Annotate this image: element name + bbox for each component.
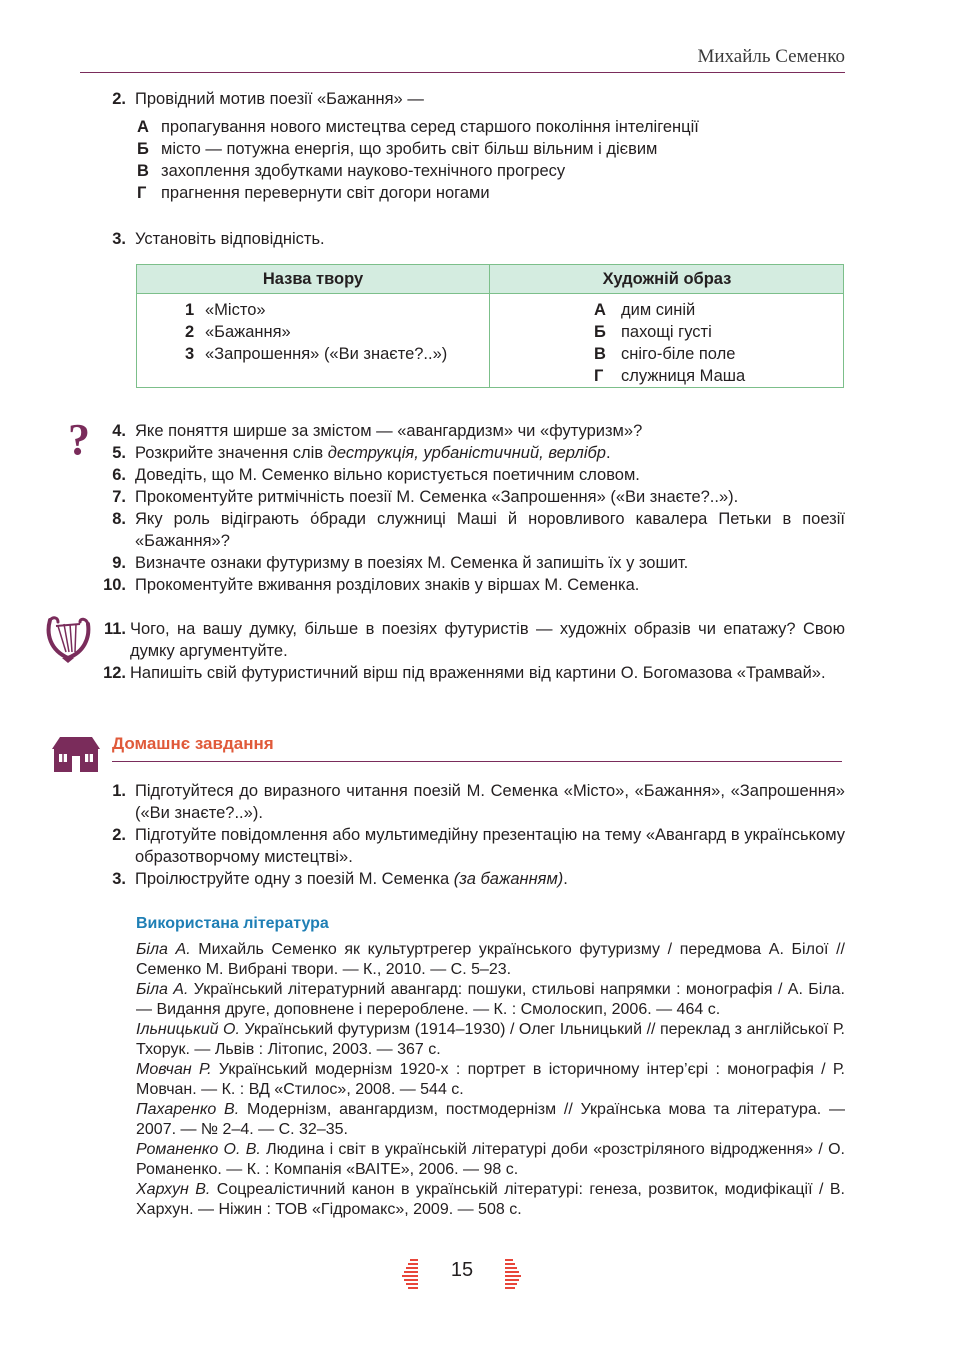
column-header-images: Художній образ bbox=[602, 270, 732, 288]
question-number: 6. bbox=[112, 466, 126, 484]
table-divider bbox=[489, 265, 490, 387]
question-text: Визначте ознаки футуризму в поезіях М. Семенка й запишіть їх у зошит. bbox=[135, 554, 689, 572]
answer-option bbox=[137, 138, 657, 160]
question-text: Яку роль відіграють о́бради служниці Маші й норовливого кавалера Петьки в поезії «Бажання»? bbox=[135, 510, 845, 550]
image-letter: В bbox=[594, 345, 606, 363]
question-number: 3. bbox=[112, 230, 126, 248]
question-5 bbox=[96, 442, 845, 464]
work-number: 2 bbox=[185, 323, 195, 341]
image-item bbox=[594, 299, 695, 321]
literature-title: Використана література bbox=[136, 915, 329, 932]
question-text: Прокоментуйте вживання розділових знаків у віршах М. Семенка. bbox=[135, 576, 640, 594]
text-part: . bbox=[606, 444, 611, 462]
question-mark-icon bbox=[64, 418, 94, 458]
matching-table bbox=[136, 264, 844, 388]
question-text: Напишіть свій футуристичний вірш під враженнями від картини О. Богомазова «Трамвай». bbox=[130, 664, 826, 682]
option-letter: Г bbox=[137, 184, 147, 202]
page-arrow-left-icon bbox=[400, 1258, 420, 1297]
option-letter: А bbox=[137, 118, 149, 136]
homework-item-2 bbox=[96, 824, 845, 868]
entry-author: Ільницький О. bbox=[136, 1021, 240, 1038]
work-item bbox=[185, 321, 291, 343]
question-11 bbox=[96, 618, 845, 662]
question-text: Чого, на вашу думку, більше в поезіях футуристів — художніх образів чи епатажу? Свою думку аргументуйте. bbox=[130, 620, 845, 660]
question-number: 7. bbox=[112, 488, 126, 506]
table-header-row bbox=[137, 265, 843, 294]
homework-rule bbox=[112, 761, 842, 762]
homework-number: 1. bbox=[112, 782, 126, 800]
entry-author: Пахаренко В. bbox=[136, 1101, 240, 1118]
literature-entry bbox=[136, 1100, 845, 1140]
work-number: 1 bbox=[185, 301, 195, 319]
question-text: Доведіть, що М. Семенко вільно користується поетичним словом. bbox=[135, 466, 640, 484]
italic-terms: деструкція, урбаністичний, верлібр bbox=[327, 444, 606, 462]
entry-author: Біла А. bbox=[136, 941, 191, 958]
question-text: Прокоментуйте ритмічність поезії М. Семенка «Запрошення» («Ви знаєте?..»). bbox=[135, 488, 739, 506]
option-text: пропагування нового мистецтва серед старшого покоління інтелігенції bbox=[161, 118, 699, 136]
question-number: 11. bbox=[103, 620, 126, 638]
column-header-works: Назва твору bbox=[262, 270, 364, 288]
header-rule bbox=[80, 72, 845, 73]
question-text: Яке поняття ширше за змістом — «авангардизм» чи «футуризм»? bbox=[135, 422, 643, 440]
question-number: 9. bbox=[112, 554, 126, 572]
answer-option bbox=[137, 160, 565, 182]
image-item bbox=[594, 321, 712, 343]
question-2 bbox=[96, 88, 845, 110]
work-title: «Запрошення» («Ви знаєте?..») bbox=[205, 345, 448, 363]
option-letter: Б bbox=[137, 140, 149, 158]
work-item bbox=[185, 299, 266, 321]
answer-option bbox=[137, 116, 699, 138]
homework-text bbox=[135, 868, 845, 890]
work-title: «Місто» bbox=[205, 301, 266, 319]
literature-entry bbox=[136, 1180, 845, 1220]
question-number: 4. bbox=[112, 422, 126, 440]
question-number: 8. bbox=[112, 510, 126, 528]
question-7 bbox=[96, 486, 845, 508]
question-text: Провідний мотив поезії «Бажання» — bbox=[135, 90, 424, 108]
entry-text: Людина і світ в українській літературі доби «розстріляного відродження» / О. Романенко. — К. : Компанія «ВАІТЕ», 2006. — 98 с. bbox=[136, 1141, 846, 1178]
question-12 bbox=[96, 662, 845, 684]
question-number: 2. bbox=[112, 90, 126, 108]
work-title: «Бажання» bbox=[205, 323, 291, 341]
image-letter: Б bbox=[594, 323, 606, 341]
image-item bbox=[594, 343, 735, 365]
image-text: служниця Маша bbox=[621, 367, 746, 385]
running-header: Михайль Семенко bbox=[697, 46, 845, 67]
work-number: 3 bbox=[185, 345, 195, 363]
homework-text: Підготуйте повідомлення або мультимедійну презентацію на тему «Авангард в українському образотворчому мистецтві». bbox=[135, 826, 845, 866]
question-number: 5. bbox=[112, 444, 126, 462]
question-text: Установіть відповідність. bbox=[135, 230, 325, 248]
entry-text: Український футуризм (1914–1930) / Олег Ільницький // переклад з англійської Р. Тхорук. — Львів : Літопис, 2003. — 367 с. bbox=[136, 1021, 845, 1058]
svg-text:?: ? bbox=[68, 418, 90, 458]
homework-item-3 bbox=[96, 868, 845, 890]
house-icon bbox=[52, 734, 100, 774]
image-letter: Г bbox=[594, 367, 604, 385]
homework-title: Домашнє завдання bbox=[112, 734, 274, 753]
entry-author: Мовчан Р. bbox=[136, 1061, 212, 1078]
question-number: 12. bbox=[103, 664, 126, 682]
text-part: . bbox=[563, 870, 568, 888]
entry-author: Романенко О. В. bbox=[136, 1141, 261, 1158]
homework-number: 2. bbox=[112, 826, 126, 844]
entry-author: Хархун В. bbox=[136, 1181, 211, 1198]
question-4 bbox=[96, 420, 845, 442]
question-9 bbox=[96, 552, 845, 574]
literature-entry bbox=[136, 1140, 845, 1180]
lyre-icon bbox=[44, 612, 94, 664]
question-6 bbox=[96, 464, 845, 486]
entry-text: Український модернізм 1920-х : портрет в історичному інтер’єрі : монографія / Р. Мовчан. — К. : ВД «Стилос», 2008. — 544 с. bbox=[136, 1061, 846, 1098]
question-10 bbox=[96, 574, 845, 596]
image-letter: А bbox=[594, 301, 606, 319]
homework-text: Підготуйтеся до виразного читання поезій М. Семенка «Місто», «Бажання», «Запрошення» («Ви знаєте?..»). bbox=[135, 782, 845, 822]
entry-text: Михайль Семенко як культуртрегер українського футуризму / передмова А. Білої // Семенко М. Вибрані твори. — К., 2010. — С. 5–23. bbox=[136, 941, 845, 978]
question-8 bbox=[96, 508, 845, 552]
literature-entry bbox=[136, 1020, 845, 1060]
image-text: сніго-біле поле bbox=[621, 345, 736, 363]
image-item bbox=[594, 365, 745, 387]
text-part: Розкрийте значення слів bbox=[135, 444, 328, 462]
page-arrow-right-icon bbox=[503, 1258, 523, 1297]
question-text bbox=[135, 442, 845, 464]
literature-entry bbox=[136, 980, 845, 1020]
literature-entry bbox=[136, 940, 845, 980]
answer-option bbox=[137, 182, 490, 204]
image-text: дим синій bbox=[621, 301, 696, 319]
literature-entry bbox=[136, 1060, 845, 1100]
page-number: 15 bbox=[450, 1259, 474, 1281]
option-letter: В bbox=[137, 162, 149, 180]
entry-text: Модернізм, авангардизм, постмодернізм // Українська мова та література. — 2007. — № 2–4. — С. 32–35. bbox=[136, 1101, 846, 1138]
entry-text: Соцреалістичний канон в українській літературі: генеза, розвиток, модифікації / В. Хархун. — Ніжин : ТОВ «Гідромакс», 2009. — 508 с. bbox=[136, 1181, 845, 1218]
work-item bbox=[185, 343, 447, 365]
homework-number: 3. bbox=[112, 870, 126, 888]
entry-author: Біла А. bbox=[136, 981, 189, 998]
italic-note: (за бажанням) bbox=[453, 870, 564, 888]
text-part: Проілюструйте одну з поезій М. Семенка bbox=[135, 870, 454, 888]
question-3 bbox=[96, 228, 845, 250]
option-text: прагнення перевернути світ догори ногами bbox=[161, 184, 490, 202]
option-text: захоплення здобутками науково-технічного прогресу bbox=[161, 162, 566, 180]
entry-text: Український літературний авангард: пошуки, стильові напрямки : монографія / А. Біла. — Видання друге, доповнене і перероблене. — К. : Смолоскип, 2006. — 464 с. bbox=[136, 981, 845, 1018]
question-number: 10. bbox=[103, 576, 126, 594]
homework-item-1 bbox=[96, 780, 845, 824]
option-text: місто — потужна енергія, що зробить світ більш вільним і дієвим bbox=[161, 140, 658, 158]
image-text: пахощі густі bbox=[621, 323, 712, 341]
